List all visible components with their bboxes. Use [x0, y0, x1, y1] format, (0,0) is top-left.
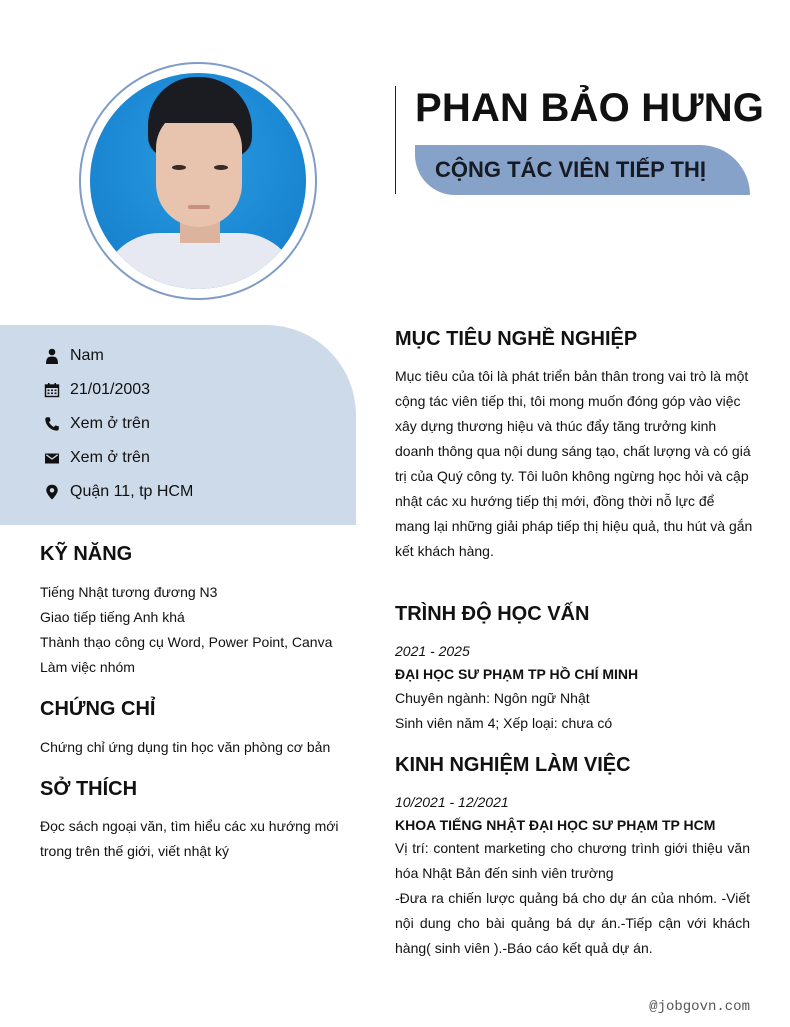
contact-address [44, 480, 193, 504]
experience-position: Vị trí: content marketing cho chương trình giới thiệu văn hóa Nhật Bản đến sinh viên trường [395, 840, 750, 881]
skills-heading: KỸ NĂNG [40, 543, 133, 565]
experience-company: KHOA TIẾNG NHẬT ĐẠI HỌC SƯ PHẠM TP HCM [395, 817, 716, 833]
role-title: CỘNG TÁC VIÊN TIẾP THỊ [435, 157, 706, 182]
contact-value: Xem ở trên [70, 415, 150, 432]
photo-eye [214, 165, 228, 170]
education-status: Sinh viên năm 4; Xếp loại: chưa có [395, 715, 613, 731]
location-pin-icon [44, 484, 60, 500]
candidate-name: PHAN BẢO HƯNG [415, 86, 765, 130]
certificate-item: Chứng chỉ ứng dụng tin học văn phòng cơ bản [40, 739, 331, 755]
person-icon [44, 348, 60, 364]
watermark: @jobgovn.com [649, 999, 750, 1015]
phone-icon [44, 416, 60, 432]
education-heading: TRÌNH ĐỘ HỌC VẤN [395, 603, 590, 625]
avatar-photo [90, 73, 306, 289]
contact-value: Nam [70, 347, 104, 364]
contact-email [44, 446, 150, 470]
education-major: Chuyên ngành: Ngôn ngữ Nhật [395, 690, 590, 706]
role-badge [415, 145, 750, 195]
certificates-heading: CHỨNG CHỈ [40, 698, 156, 720]
contact-value: Quận 11, tp HCM [70, 483, 194, 500]
education-school: ĐẠI HỌC SƯ PHẠM TP HỒ CHÍ MINH [395, 666, 639, 682]
contact-value: Xem ở trên [70, 449, 150, 466]
photo-hair-top [154, 83, 246, 123]
objective-heading: MỤC TIÊU NGHỀ NGHIỆP [395, 328, 638, 350]
avatar-frame [79, 62, 317, 300]
skill-item: Làm việc nhóm [40, 659, 135, 675]
contact-gender [44, 344, 104, 368]
objective-text: Mục tiêu của tôi là phát triển bản thân trong vai trò là một cộng tác viên tiếp thi, tôi mong muốn đóng góp vào việc xây dựng thương hiệu và thúc đẩy tăng trưởng kinh doanh thông qua nội dung sáng tạo, chất lượng và có giá trị của Quý công ty. Tôi luôn không ngừng học hỏi và cập nhật các xu hướng tiếp thị mới, đồng thời nỗ lực để mang lại những giải pháp tiếp thị hiệu quả, thu hút và gắn kết khách hàng. [395, 368, 753, 559]
education-period: 2021 - 2025 [395, 643, 470, 659]
mail-icon [44, 450, 60, 466]
photo-eye [172, 165, 186, 170]
hobbies-text: Đọc sách ngoại văn, tìm hiểu các xu hướng mới trong trên thế giới, viết nhật ký [40, 818, 339, 859]
contact-phone [44, 412, 150, 436]
experience-description: -Đưa ra chiến lược quảng bá cho dự án của nhóm. -Viết nội dung cho bài quảng bá dự án.-Tiếp cận với khách hàng( sinh viên ).-Báo cáo kết quả dự án. [395, 890, 750, 956]
photo-face [156, 109, 242, 227]
skill-item: Thành thạo công cụ Word, Power Point, Canva [40, 634, 333, 650]
experience-period: 10/2021 - 12/2021 [395, 794, 509, 810]
skill-item: Tiếng Nhật tương đương N3 [40, 584, 218, 600]
experience-heading: KINH NGHIỆM LÀM VIỆC [395, 754, 631, 776]
contact-value: 21/01/2003 [70, 381, 151, 398]
hobbies-heading: SỞ THÍCH [40, 778, 138, 800]
skill-item: Giao tiếp tiếng Anh khá [40, 609, 185, 625]
header-divider [395, 86, 396, 194]
contact-birthday [44, 378, 150, 402]
photo-mouth [188, 205, 210, 209]
calendar-icon [44, 382, 60, 398]
